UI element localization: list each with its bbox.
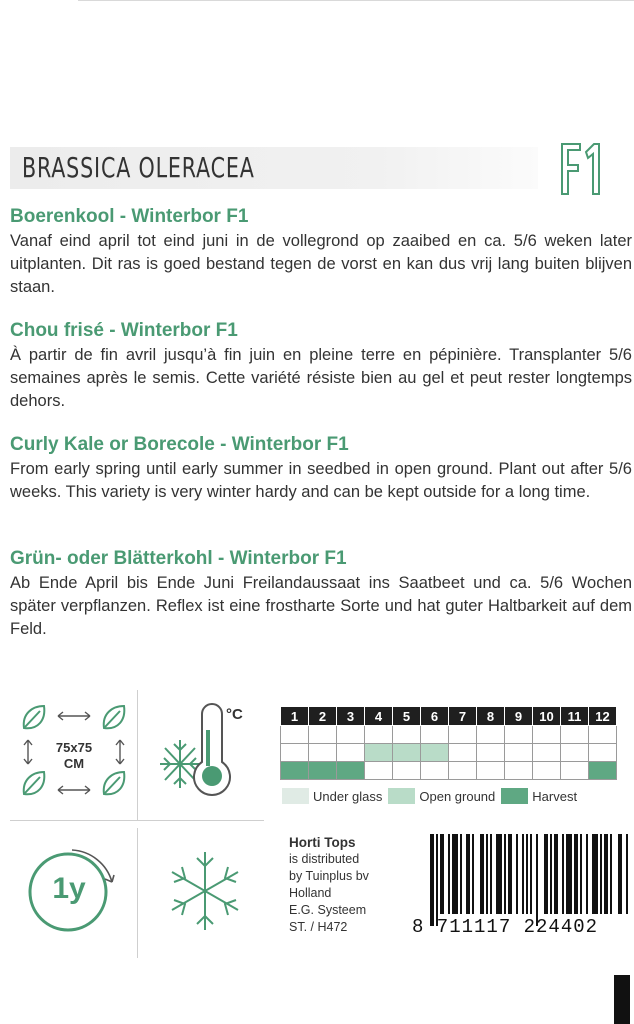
calendar-cell [533,726,561,744]
calendar-cell [589,762,617,780]
calendar-cell [533,744,561,762]
barcode-bar [592,834,598,914]
section-text: À partir de fin avril jusqu’à fin juin en pleine terre en pépinière. Transplanter 5/6 semaines après le semis. Cette variété résiste bien au gel et peut rester longtemps dehors. [10,346,632,410]
barcode-bar [508,834,512,914]
section-dutch [10,206,632,299]
calendar-cell [393,744,421,762]
calendar-month-2: 2 [309,707,337,726]
calendar-cell [477,744,505,762]
barcode-digits: 8 711117 224402 [412,916,599,938]
species-name: BRASSICA OLERACEA [22,151,255,184]
barcode-bar [586,834,588,914]
barcode-bar [448,834,450,914]
barcode-bar [600,834,602,914]
section-english [10,434,632,504]
barcode-bar [610,834,612,914]
barcode-bar [460,834,462,914]
distributor-info [289,834,369,936]
calendar-cell [449,762,477,780]
spacing-value: 75x75 [55,740,93,755]
calendar-cell [561,762,589,780]
calendar-cell [449,744,477,762]
calendar-month-6: 6 [421,707,449,726]
spacing-unit: CM [63,756,85,771]
legend-under-glass [282,788,382,804]
legend-label: Under glass [313,788,383,804]
top-divider [78,0,634,1]
calendar-month-9: 9 [505,707,533,726]
barcode-bar [522,834,524,914]
calendar-cell [365,726,393,744]
distributor-line: is distributed [289,852,360,866]
temperature-unit: °C [226,706,243,723]
legend-label: Harvest [532,788,578,804]
legend-open-ground [388,788,495,804]
distributor-line: ST. / H472 [289,920,348,934]
barcode-bar [436,834,438,926]
section-text: From early spring until early summer in seedbed in open ground. Plant out after 5/6 weeks. This variety is very winter hardy and can be kept outside for a long time. [10,460,632,501]
barcode-bar [452,834,458,914]
barcode-bar [516,834,518,914]
calendar-cell [337,726,365,744]
calendar-cell [505,762,533,780]
section-title: Grün- oder Blätterkohl - Winterbor F1 [10,548,347,569]
calendar-cell [309,744,337,762]
barcode-bar [604,834,608,914]
barcode-bar [490,834,492,914]
calendar-cell [309,762,337,780]
calendar-cell [561,744,589,762]
calendar-month-8: 8 [477,707,505,726]
barcode-bar [550,834,552,914]
calendar-cell [589,726,617,744]
barcode-bar [526,834,528,914]
corner-bar [614,975,630,1024]
calendar-cell [337,744,365,762]
calendar-cell [449,726,477,744]
barcode-bar [554,834,558,914]
calendar-cell [421,744,449,762]
calendar-cell [533,762,561,780]
distributor-line: by Tuinplus bv [289,869,369,883]
calendar-month-12: 12 [589,707,617,726]
legend-swatch [501,788,528,804]
barcode-bar [580,834,582,914]
barcode-bar [626,834,628,914]
calendar-cell [421,726,449,744]
frost-hardy-thermometer-icon [150,700,262,810]
icon-grid-divider [137,690,138,820]
calendar-month-10: 10 [533,707,561,726]
barcode-bar [430,834,434,926]
calendar-legend [282,788,583,804]
section-text: Vanaf eind april tot eind juni in de vollegrond op zaaibed en ca. 5/6 weken later uitplanten. Dit ras is goed bestand tegen de vorst en kan dus vrij lang buiten blijven staan. [10,232,632,296]
barcode-bar [504,834,506,914]
section-french [10,320,632,413]
lifecycle-label: 1y [52,872,86,905]
barcode-bar [486,834,488,914]
distributor-line: E.G. Systeem [289,903,367,917]
barcode-bar [544,834,548,914]
calendar-cell [421,762,449,780]
distributor-line: Holland [289,886,332,900]
section-title: Curly Kale or Borecole - Winterbor F1 [10,434,349,455]
barcode-bar [440,834,444,914]
calendar-month-3: 3 [337,707,365,726]
barcode-bar [562,834,564,914]
calendar-cell [281,744,309,762]
section-german [10,548,632,641]
calendar-cell [589,744,617,762]
calendar-cell [505,744,533,762]
snowflake-icon [160,846,250,936]
barcode-bar [496,834,502,914]
barcode-bar [466,834,470,914]
calendar-cell [281,726,309,744]
section-title: Chou frisé - Winterbor F1 [10,320,238,341]
calendar-cell [393,762,421,780]
legend-label: Open ground [419,788,496,804]
calendar-cell [505,726,533,744]
f1-hybrid-mark [558,140,606,203]
plant-spacing-icon [14,700,134,810]
legend-swatch [282,788,309,804]
calendar-cell [365,762,393,780]
barcode-bar [472,834,474,914]
calendar-month-1: 1 [281,707,309,726]
calendar-cell [337,762,365,780]
brand-name: Horti Tops [289,835,356,850]
calendar-cell [393,726,421,744]
calendar-cell [281,762,309,780]
barcode-bar [536,834,538,926]
calendar-cell [309,726,337,744]
section-title: Boerenkool - Winterbor F1 [10,206,249,227]
annual-lifecycle-icon [16,836,128,948]
barcode-bar [480,834,484,914]
calendar-cell [365,744,393,762]
calendar-cell [477,762,505,780]
legend-harvest [501,788,577,804]
section-text: Ab Ende April bis Ende Juni Freilandaussaat ins Saatbeet und ca. 5/6 Wochen später verpflanzen. Reflex ist eine frostharte Sorte und hat guter Haltbarkeit auf dem Feld. [10,574,632,638]
calendar-cell [477,726,505,744]
icon-grid-divider [137,828,138,958]
calendar-month-5: 5 [393,707,421,726]
sowing-calendar [280,706,617,780]
icon-grid-divider [10,820,264,821]
barcode-bar [618,834,622,914]
legend-swatch [388,788,415,804]
barcode-bar [530,834,532,914]
calendar-cell [561,726,589,744]
barcode-bar [566,834,572,914]
calendar-month-7: 7 [449,707,477,726]
calendar-month-4: 4 [365,707,393,726]
barcode-bar [574,834,578,914]
calendar-month-11: 11 [561,707,589,726]
